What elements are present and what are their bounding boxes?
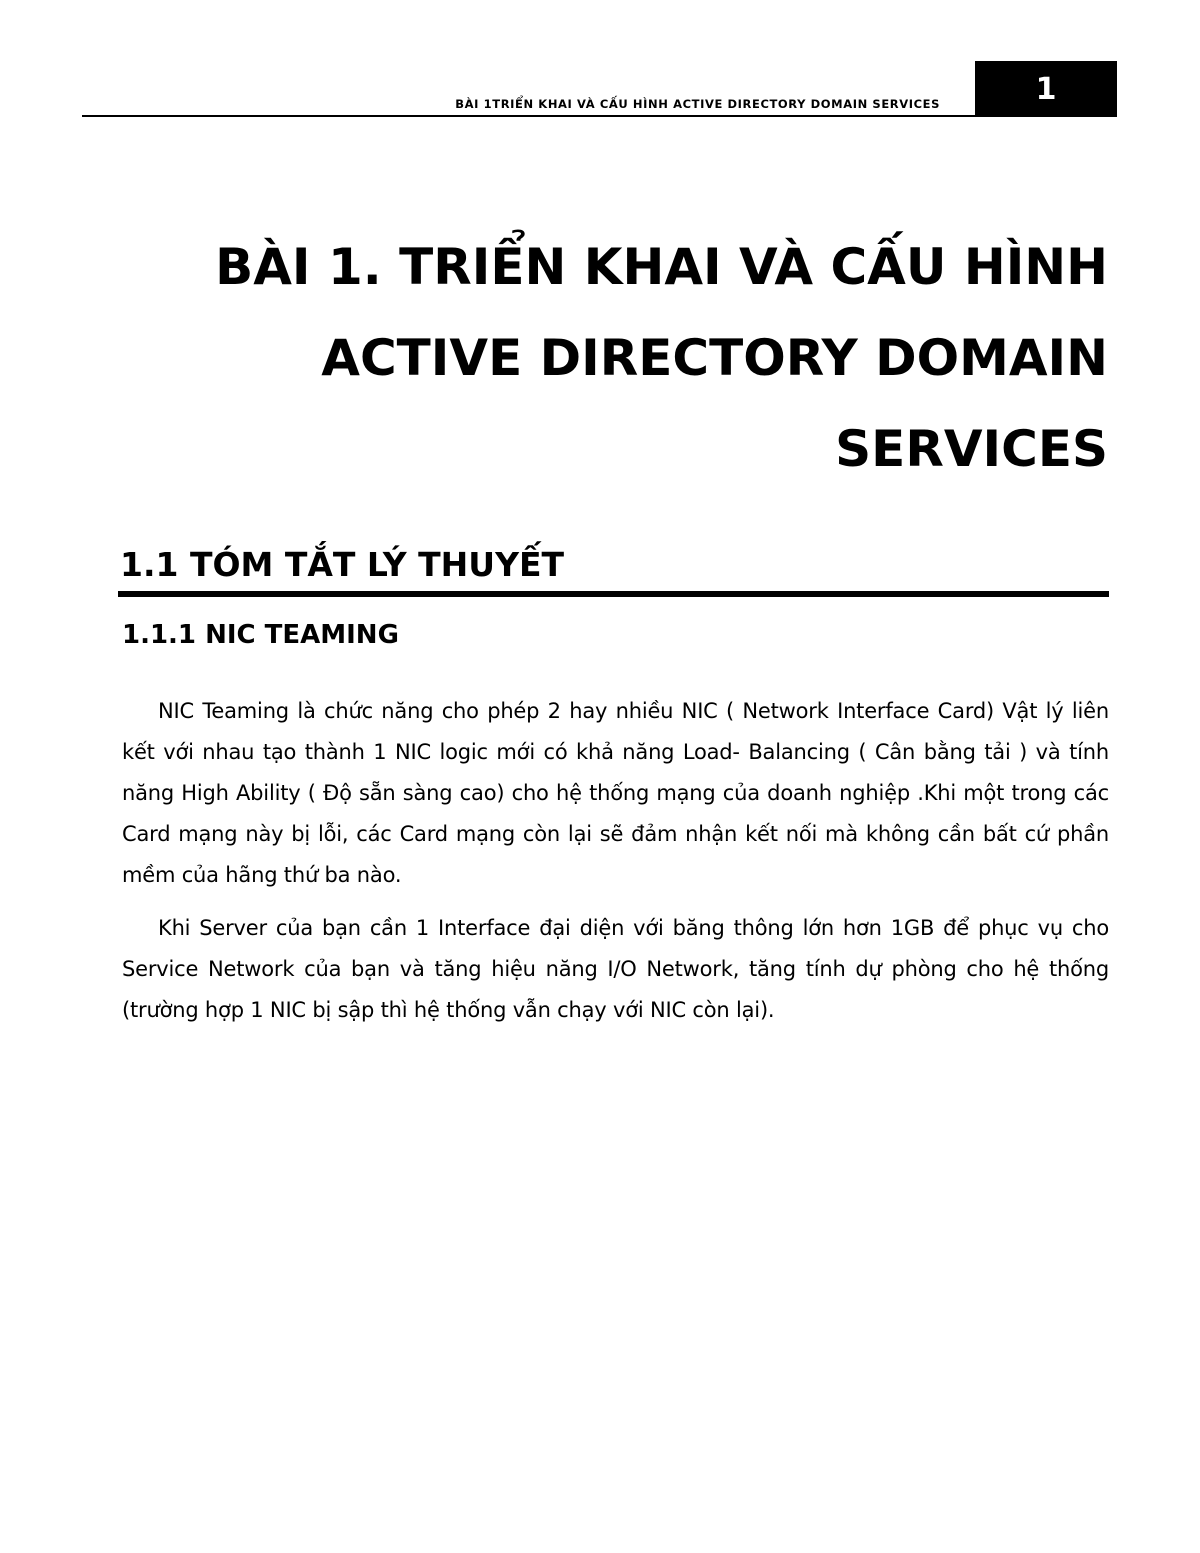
running-header: BÀI 1TRIỂN KHAI VÀ CẤU HÌNH ACTIVE DIRECTORY DOMAIN SERVICES <box>455 97 940 111</box>
subsection-heading: 1.1.1 NIC TEAMING <box>122 620 399 650</box>
section-divider <box>118 591 1109 597</box>
page-number: 1 <box>975 61 1117 117</box>
body-paragraph: Khi Server của bạn cần 1 Interface đại diện với băng thông lớn hơn 1GB để phục vụ cho Service Network của bạn và tăng hiệu năng I/O Network, tăng tính dự phòng cho hệ thống (trường hợp 1 NIC bị sập thì hệ thống vẫn chạy với NIC còn lại). <box>122 916 1109 1022</box>
chapter-title <box>120 222 1108 495</box>
body-paragraph: NIC Teaming là chức năng cho phép 2 hay nhiều NIC ( Network Interface Card) Vật lý liên kết với nhau tạo thành 1 NIC logic mới có khả năng Load- Balancing ( Cân bằng tải ) và tính năng High Ability ( Độ sẵn sàng cao) cho hệ thống mạng của doanh nghiệp .Khi một trong các Card mạng này bị lỗi, các Card mạng còn lại sẽ đảm nhận kết nối mà không cần bất cứ phần mềm của hãng thứ ba nào. <box>122 699 1109 887</box>
chapter-title-line: ACTIVE DIRECTORY DOMAIN <box>321 329 1108 387</box>
section-heading: 1.1 TÓM TẮT LÝ THUYẾT <box>120 545 565 584</box>
chapter-title-line: BÀI 1. TRIỂN KHAI VÀ CẤU HÌNH <box>215 238 1108 296</box>
chapter-title-line: SERVICES <box>835 420 1108 478</box>
header-divider <box>82 115 1117 117</box>
